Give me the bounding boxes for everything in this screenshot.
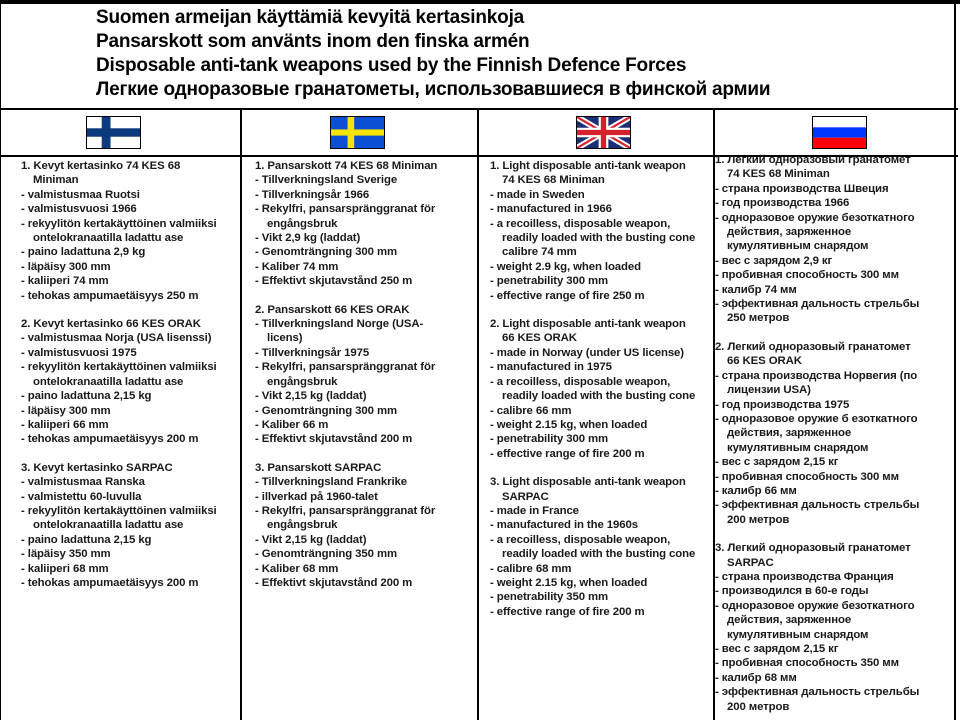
russia-flag-icon (812, 116, 867, 149)
spec-line: - Effektivt skjutavstånd 250 m (255, 275, 413, 288)
weapon-title: SARPAC (502, 490, 549, 503)
spec-line: - страна производства Франция (715, 570, 894, 583)
finland-flag-icon (86, 116, 141, 149)
weapon-title: 2. Kevyt kertasinko 66 KES ORAK (21, 318, 201, 331)
spec-line: - пробивная способность 300 мм (715, 269, 899, 282)
weapon-entry (490, 317, 712, 461)
weapon-title: 66 KES ORAK (727, 355, 802, 368)
spec-line: кумулятивным снарядом (727, 628, 869, 641)
spec-line: - Genomträngning 300 mm (255, 404, 398, 417)
spec-line: - penetrability 300 mm (490, 433, 609, 446)
spec-line: - penetrability 300 mm (490, 275, 609, 288)
weapon-entry (21, 461, 239, 591)
spec-line: - läpäisy 300 mm (21, 404, 111, 417)
spec-line: 200 метров (727, 513, 790, 526)
weapon-title: 3. Light disposable anti-tank weapon (490, 476, 686, 489)
spec-line: readily loaded with the busting cone (502, 548, 696, 561)
weapon-title: 3. Kevyt kertasinko SARPAC (21, 461, 173, 474)
spec-line: - эффективная дальность стрельбы (715, 499, 920, 512)
spec-line: 200 метров (727, 700, 790, 713)
spec-line: - вес с зарядом 2,9 кг (715, 254, 833, 267)
spec-line: - одноразовое оружие безоткатного (715, 599, 915, 612)
spec-line: - страна производства Швеция (715, 182, 889, 195)
spec-line: - Rekylfri, pansarspränggranat för (255, 361, 436, 374)
spec-line: - weight 2.9 kg, when loaded (490, 260, 641, 273)
weapon-entry (715, 153, 955, 326)
spec-line: - пробивная способность 300 мм (715, 470, 899, 483)
column-russian (715, 153, 955, 714)
spec-line: - rekyylitön kertakäyttöinen valmiiksi (21, 217, 217, 230)
spec-line: - Vikt 2,15 kg (laddat) (255, 390, 367, 403)
weapon-title: SARPAC (727, 556, 774, 569)
spec-line: readily loaded with the busting cone (502, 390, 696, 403)
spec-line: - Effektivt skjutavstånd 200 m (255, 433, 413, 446)
spec-line: ontelokranaatilla ladattu ase (33, 232, 184, 245)
spec-line: - illverkad på 1960-talet (255, 490, 378, 503)
spec-line: - tehokas ampumaetäisyys 250 m (21, 289, 199, 302)
spec-line: - Tillverkningsland Sverige (255, 174, 398, 187)
spec-line: licens) (267, 332, 303, 345)
spec-line: - Effektivt skjutavstånd 200 m (255, 576, 413, 589)
weapon-entry (715, 340, 955, 527)
spec-line: engångsbruk (267, 519, 338, 532)
spec-line: действия, заряженное (727, 427, 852, 440)
spec-line: 250 метров (727, 312, 790, 325)
weapon-entry (21, 317, 239, 447)
weapon-entry (255, 159, 475, 289)
spec-line: - калибр 66 мм (715, 484, 797, 497)
weapon-title: 2. Light disposable anti-tank weapon (490, 318, 686, 331)
spec-line: - эффективная дальность стрельбы (715, 686, 920, 699)
spec-line: - вес с зарядом 2,15 кг (715, 643, 839, 655)
spec-line: - weight 2.15 kg, when loaded (490, 576, 648, 589)
spec-line: - manufactured in 1966 (490, 203, 612, 216)
spec-line: - made in France (490, 504, 579, 517)
spec-line: лицензии USA) (727, 384, 811, 397)
spec-line: - calibre 66 mm (490, 404, 572, 417)
title-block (96, 6, 956, 102)
weapon-title: 66 KES ORAK (502, 332, 577, 345)
spec-line: - tehokas ampumaetäisyys 200 m (21, 433, 199, 446)
column-english (490, 159, 712, 619)
spec-line: - tehokas ampumaetäisyys 200 m (21, 576, 199, 589)
weapon-entry (255, 303, 475, 447)
spec-line: - одноразовое оружие безоткатного (715, 211, 915, 224)
spec-line: ontelokranaatilla ladattu ase (33, 519, 184, 532)
weapon-entry (490, 475, 712, 619)
weapon-title: 1. Kevyt kertasinko 74 KES 68 (21, 160, 181, 172)
weapon-entry (715, 541, 955, 714)
weapon-entry (255, 461, 475, 591)
spec-line: действия, заряженное (727, 226, 852, 239)
spec-line: - Vikt 2,15 kg (laddat) (255, 533, 367, 546)
spec-line: - made in Sweden (490, 188, 585, 201)
title-russian: Легкие одноразовые гранатометы, использовавшиеся в финской армии (96, 79, 771, 100)
spec-line: - вес с зарядом 2,15 кг (715, 456, 839, 469)
spec-line: readily loaded with the busting cone (502, 232, 696, 245)
weapon-entry (490, 159, 712, 303)
weapon-title: 1. Легкий одноразовый гранатомет (715, 154, 911, 166)
column-divider-2 (477, 108, 479, 720)
spec-line: - год производства 1966 (715, 197, 850, 210)
spec-line: - kaliiperi 68 mm (21, 562, 109, 575)
spec-line: - Kaliber 66 m (255, 418, 329, 431)
spec-line: - effective range of fire 250 m (490, 289, 645, 302)
column-swedish (255, 159, 475, 590)
spec-line: - Tillverkningsland Frankrike (255, 476, 407, 489)
spec-line: - effective range of fire 200 m (490, 605, 645, 618)
spec-line: - valmistusvuosi 1975 (21, 346, 137, 359)
spec-line: - valmistusmaa Norja (USA lisenssi) (21, 332, 212, 345)
spec-line: - weight 2.15 kg, when loaded (490, 418, 648, 431)
spec-line: - Rekylfri, pansarspränggranat för (255, 203, 436, 216)
spec-line: - год производства 1975 (715, 398, 850, 411)
spec-line: calibre 74 mm (502, 246, 577, 259)
weapon-title: 1. Light disposable anti-tank weapon (490, 160, 686, 172)
spec-line: - Kaliber 74 mm (255, 260, 339, 273)
uk-flag-icon (576, 116, 631, 149)
weapon-title: Miniman (33, 174, 79, 187)
spec-line: действия, заряженное (727, 614, 852, 627)
spec-line: - a recoilless, disposable weapon, (490, 217, 671, 230)
spec-line: - valmistusmaa Ruotsi (21, 188, 140, 201)
spec-line: - Genomträngning 300 mm (255, 246, 398, 259)
title-swedish: Pansarskott som använts inom den finska armén (96, 31, 530, 52)
spec-line: - manufactured in 1975 (490, 361, 612, 374)
spec-line: - Tillverkningsår 1966 (255, 188, 370, 201)
spec-line: - kaliiperi 74 mm (21, 275, 109, 288)
weapon-title: 3. Pansarskott SARPAC (255, 461, 382, 474)
spec-line: - effective range of fire 200 m (490, 447, 645, 460)
spec-line: - valmistusmaa Ranska (21, 476, 145, 489)
weapon-title: 2. Pansarskott 66 KES ORAK (255, 303, 410, 316)
spec-line: engångsbruk (267, 217, 338, 230)
spec-line: - valmistettu 60-luvulla (21, 490, 142, 503)
weapon-entry (21, 159, 239, 303)
spec-line: - rekyylitön kertakäyttöinen valmiiksi (21, 361, 217, 374)
spec-line: - калибр 74 мм (715, 283, 797, 296)
spec-line: - калибр 68 мм (715, 671, 797, 684)
spec-line: - a recoilless, disposable weapon, (490, 375, 671, 388)
spec-line: - одноразовое оружие б езоткатного (715, 412, 918, 425)
spec-line: кумулятивным снарядом (727, 441, 869, 454)
spec-line: - Tillverkningsår 1975 (255, 346, 370, 359)
spec-line: - paino ladattuna 2,15 kg (21, 533, 152, 546)
spec-line: кумулятивным снарядом (727, 240, 869, 253)
weapon-title: 1. Pansarskott 74 KES 68 Miniman (255, 160, 438, 172)
spec-line: - paino ladattuna 2,15 kg (21, 390, 152, 403)
title-finnish: Suomen armeijan käyttämiä kevyitä kertasinkoja (96, 7, 525, 28)
spec-line: - a recoilless, disposable weapon, (490, 533, 671, 546)
spec-line: ontelokranaatilla ladattu ase (33, 375, 184, 388)
spec-line: - Genomträngning 350 mm (255, 548, 398, 561)
spec-line: - valmistusvuosi 1966 (21, 203, 137, 216)
weapon-title: 74 KES 68 Miniman (727, 168, 830, 181)
spec-line: - calibre 68 mm (490, 562, 572, 575)
spec-line: - Vikt 2,9 kg (laddat) (255, 232, 361, 245)
spec-line: - эффективная дальность стрельбы (715, 298, 920, 311)
spec-line: - manufactured in the 1960s (490, 519, 638, 532)
spec-line: - Rekylfri, pansarspränggranat för (255, 504, 436, 517)
spec-line: - made in Norway (under US license) (490, 346, 684, 359)
spec-line: - страна производства Норвегия (по (715, 369, 918, 382)
divider-title (0, 108, 958, 110)
spec-line: - производился в 60-е годы (715, 585, 869, 598)
spec-line: engångsbruk (267, 375, 338, 388)
column-divider-1 (240, 108, 242, 720)
title-english: Disposable anti-tank weapons used by the Finnish Defence Forces (96, 55, 687, 76)
sweden-flag-icon (330, 116, 385, 149)
spec-line: - Kaliber 68 mm (255, 562, 339, 575)
weapon-title: 2. Легкий одноразовый гранатомет (715, 340, 911, 353)
spec-line: - paino ladattuna 2,9 kg (21, 246, 146, 259)
spec-line: - пробивная способность 350 мм (715, 657, 899, 670)
spec-line: - läpäisy 300 mm (21, 260, 111, 273)
weapon-title: 3. Легкий одноразовый гранатомет (715, 542, 911, 555)
spec-line: - läpäisy 350 mm (21, 548, 111, 561)
column-finnish (21, 159, 239, 590)
weapon-title: 74 KES 68 Miniman (502, 174, 605, 187)
spec-line: - rekyylitön kertakäyttöinen valmiiksi (21, 504, 217, 517)
spec-line: - Tillverkningsland Norge (USA- (255, 318, 424, 331)
spec-line: - kaliiperi 66 mm (21, 418, 109, 431)
spec-line: - penetrability 350 mm (490, 591, 609, 604)
